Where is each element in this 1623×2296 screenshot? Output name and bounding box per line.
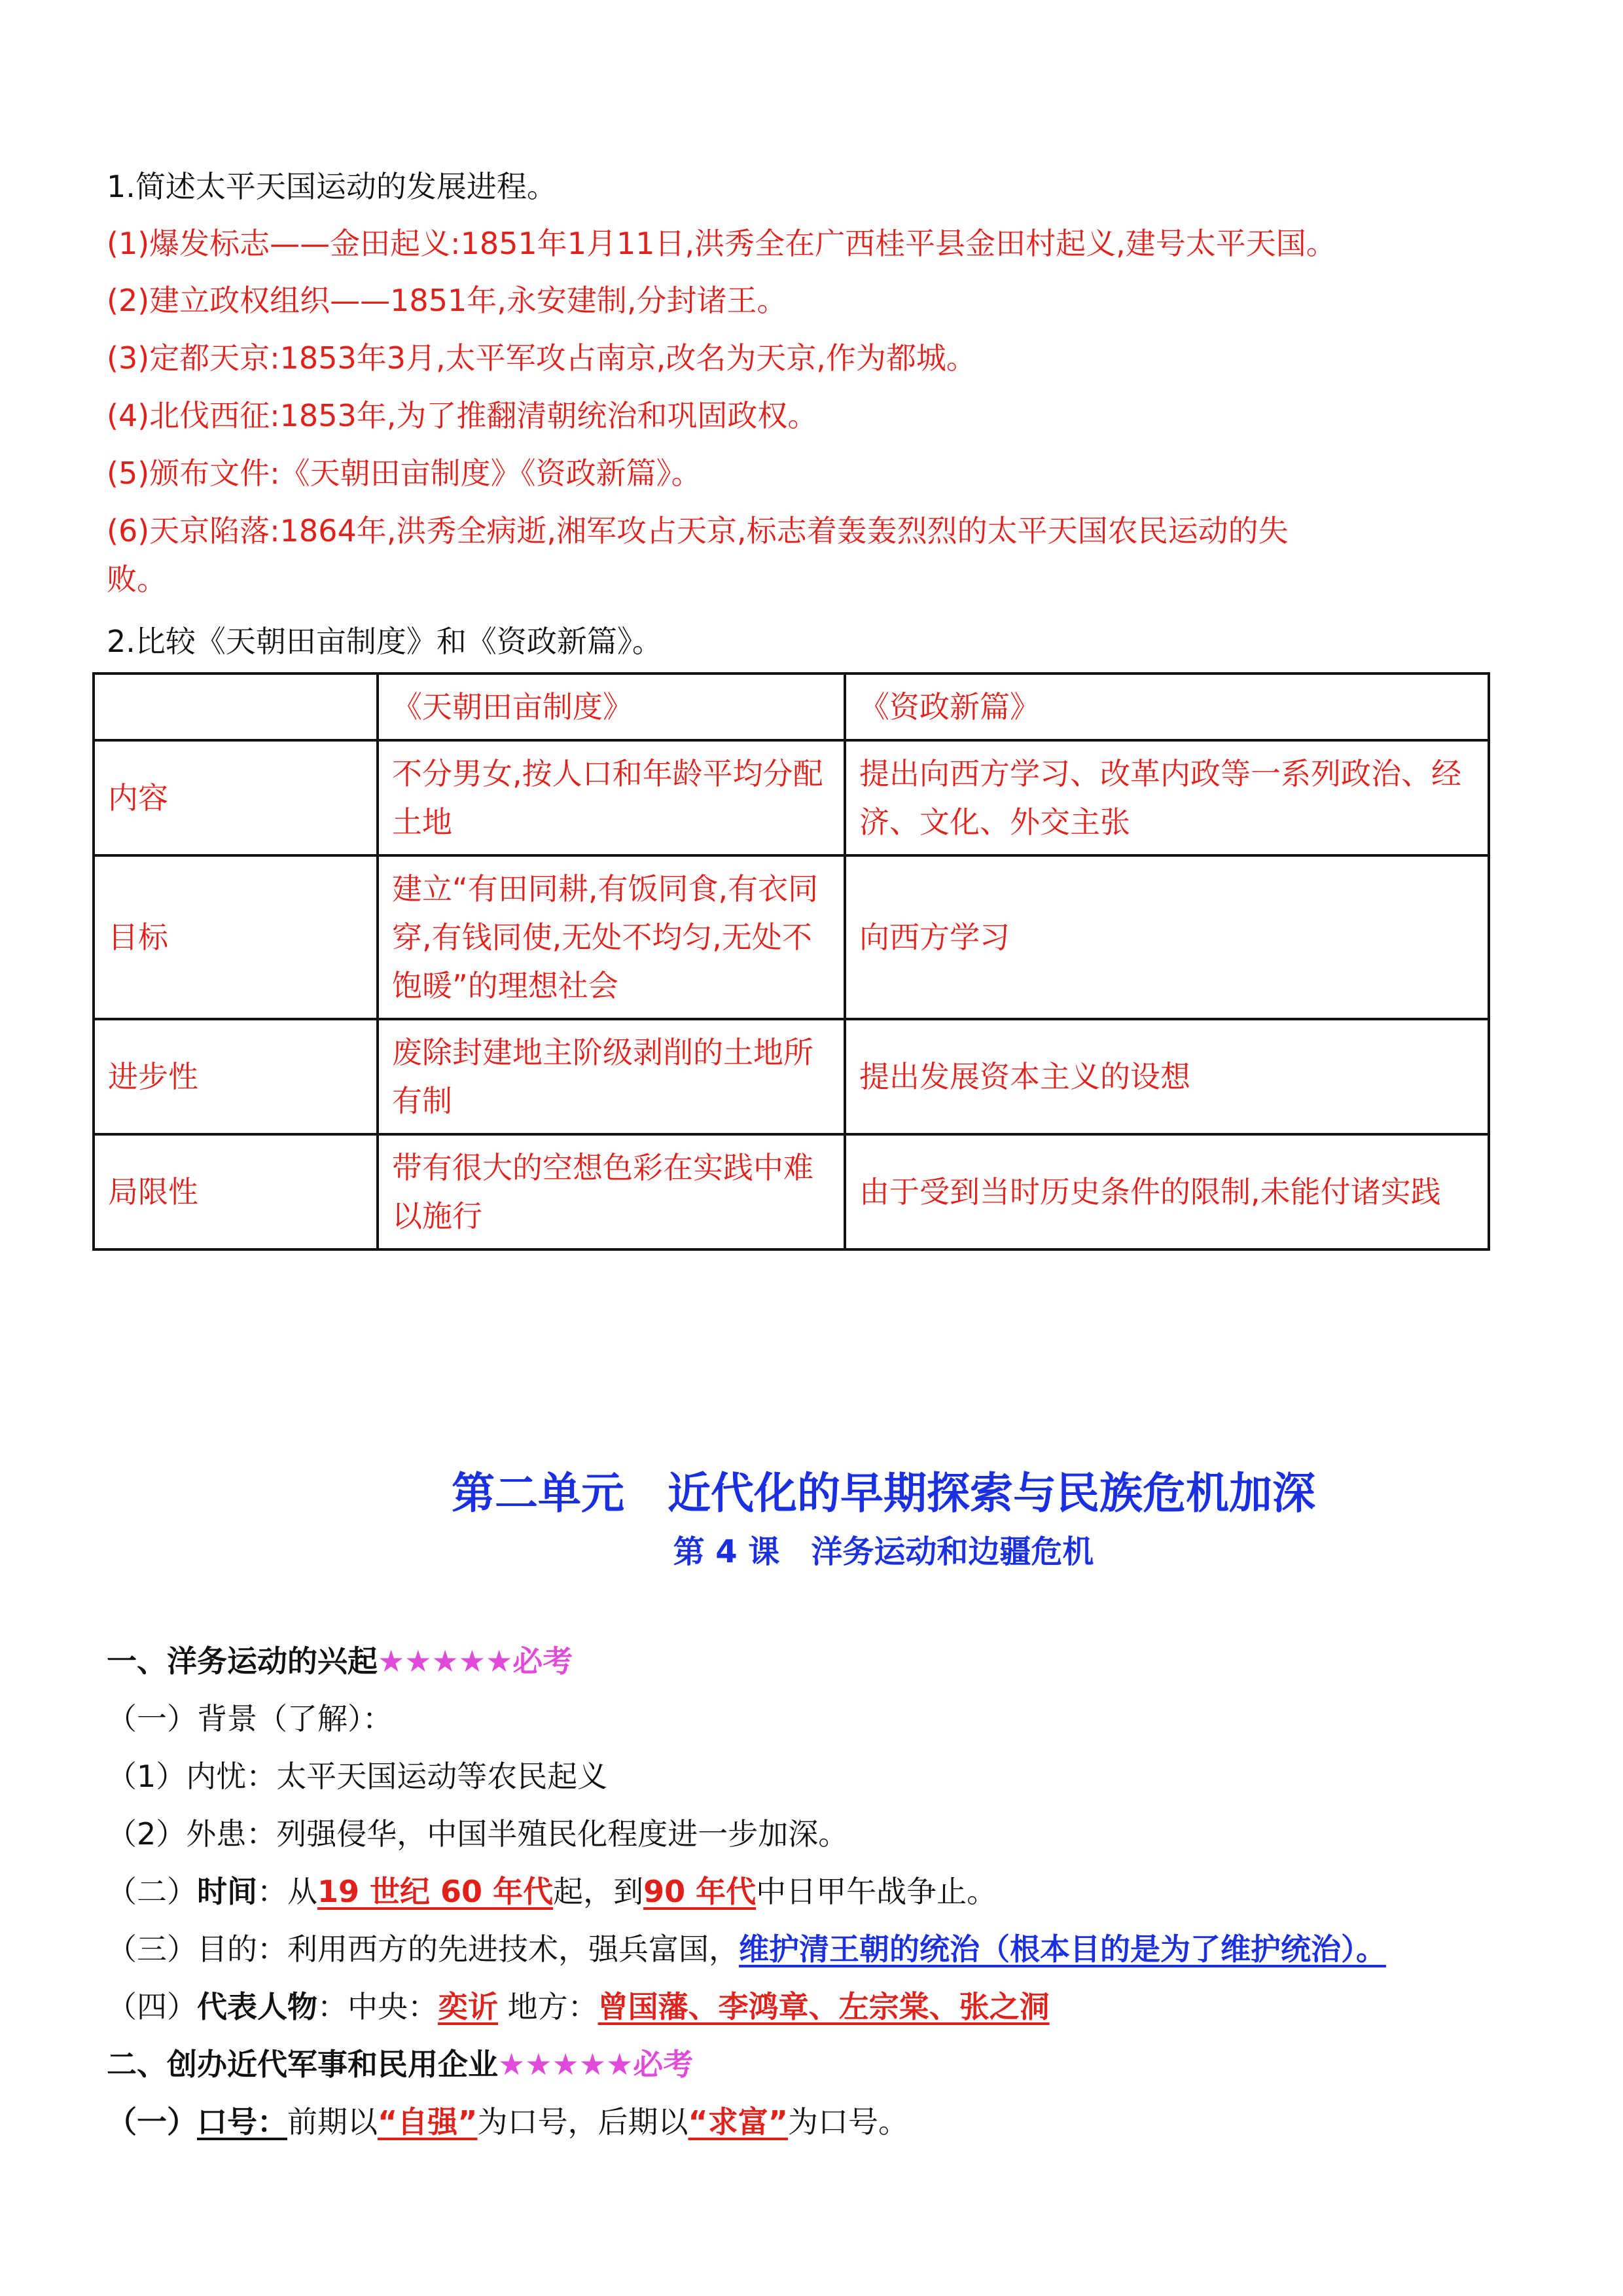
time-text-c: 起，到 (553, 1874, 644, 1909)
lesson-title: 第 4 课 洋务运动和边疆危机 (673, 1534, 1094, 1570)
representatives-line (107, 1989, 1050, 2024)
table-row (94, 1134, 1489, 1249)
section-1-heading: 一、洋务运动的兴起 (107, 1643, 378, 1679)
time-start: 19 世纪 60 年代 (317, 1874, 554, 1909)
background-label: （一）背景（了解）： (107, 1701, 393, 1736)
table-header-cell: 《资政新篇》 (845, 673, 1489, 740)
time-text-e: 中日甲午战争止。 (756, 1874, 997, 1909)
table-row (94, 740, 1489, 855)
slogan-text-e: 为口号。 (787, 2104, 908, 2140)
background-item-1: （1）内忧：太平天国运动等农民起义 (107, 1759, 608, 1794)
background-item-2: （2）外患：列强侵华，中国半殖民化程度进一步加深。 (107, 1816, 849, 1852)
slogan-prefix: （一） (107, 2104, 197, 2140)
rep-local: 曾国藩、李鸿章、左宗棠、张之洞 (597, 1989, 1050, 2024)
slogan-line (107, 2104, 908, 2140)
table-cell: 废除封建地主阶级剥削的土地所有制 (378, 1019, 845, 1134)
table-cell: 带有很大的空想色彩在实践中难以施行 (378, 1134, 845, 1249)
table-header-cell: 《天朝田亩制度》 (378, 673, 845, 740)
q1-item-5: (5)颁布文件:《天朝田亩制度》《资政新篇》。 (107, 456, 702, 491)
table-row-label: 目标 (94, 855, 378, 1019)
time-text-a: ：从 (257, 1874, 317, 1909)
time-line (107, 1876, 997, 1907)
table-header-cell (94, 673, 378, 740)
rep-local-label: 地方： (507, 1989, 598, 2024)
table-cell: 建立“有田同耕,有饭同食,有衣同穿,有钱同使,无处不均匀,无处不饱暖”的理想社会 (378, 855, 845, 1019)
rep-label: 代表人物 (197, 1989, 317, 2024)
time-end: 90 年代 (643, 1874, 757, 1909)
q1-item-1: (1)爆发标志——金田起义:1851年1月11日,洪秀全在广西桂平县金田村起义,建号太平天国。 (107, 226, 1336, 261)
table-cell: 提出发展资本主义的设想 (845, 1019, 1489, 1134)
slogan-text-a: 前期以 (287, 2104, 378, 2140)
question-2-title: 2.比较《天朝田亩制度》和《资政新篇》。 (107, 624, 662, 659)
purpose-text: （三）目的：利用西方的先进技术，强兵富国， (107, 1931, 739, 1967)
time-label: 时间 (197, 1874, 257, 1909)
table-cell: 由于受到当时历史条件的限制,未能付诸实践 (845, 1134, 1489, 1249)
slogan-label: 口号： (197, 2104, 287, 2140)
time-prefix: （二） (107, 1874, 197, 1909)
slogan-early: “自强” (378, 2104, 478, 2140)
q1-item-3: (3)定都天京:1853年3月,太平军攻占南京,改名为天京,作为都城。 (107, 340, 976, 376)
q1-item-4: (4)北伐西征:1853年,为了推翻清朝统治和巩固政权。 (107, 398, 818, 433)
rep-central: 奕䜣 (438, 1989, 498, 2024)
table-row-label: 局限性 (94, 1134, 378, 1249)
table-row (94, 1019, 1489, 1134)
rep-central-label: ：中央： (317, 1989, 438, 2024)
section-2-stars: ★★★★★必考 (498, 2047, 694, 2082)
table-header-row (94, 673, 1489, 740)
question-1-title: 1.简述太平天国运动的发展进程。 (107, 169, 557, 204)
slogan-text-c: 为口号，后期以 (477, 2104, 688, 2140)
table-cell: 提出向西方学习、改革内政等一系列政治、经济、文化、外交主张 (845, 740, 1489, 855)
purpose-highlight: 维护清王朝的统治（根本目的是为了维护统治）。 (739, 1931, 1386, 1967)
section-1-heading-line (107, 1643, 573, 1679)
table-row-label: 内容 (94, 740, 378, 855)
table-row-label: 进步性 (94, 1019, 378, 1134)
table-cell: 不分男女,按人口和年龄平均分配土地 (378, 740, 845, 855)
section-1-stars: ★★★★★必考 (378, 1643, 573, 1679)
q1-item-6-continued: 败。 (107, 562, 167, 597)
comparison-table (92, 672, 1490, 1251)
table-cell: 向西方学习 (845, 855, 1489, 1019)
purpose-line (107, 1931, 1386, 1967)
table-row (94, 855, 1489, 1019)
rep-prefix: （四） (107, 1989, 197, 2024)
section-2-heading: 二、创办近代军事和民用企业 (107, 2047, 498, 2082)
unit-title: 第二单元 近代化的早期探索与民族危机加深 (452, 1468, 1315, 1518)
slogan-late: “求富” (688, 2104, 788, 2140)
q1-item-2: (2)建立政权组织——1851年,永安建制,分封诸王。 (107, 283, 787, 318)
section-2-heading-line (107, 2047, 694, 2082)
q1-item-6: (6)天京陷落:1864年,洪秀全病逝,湘军攻占天京,标志着轰轰烈烈的太平天国农民运动的失 (107, 513, 1289, 548)
